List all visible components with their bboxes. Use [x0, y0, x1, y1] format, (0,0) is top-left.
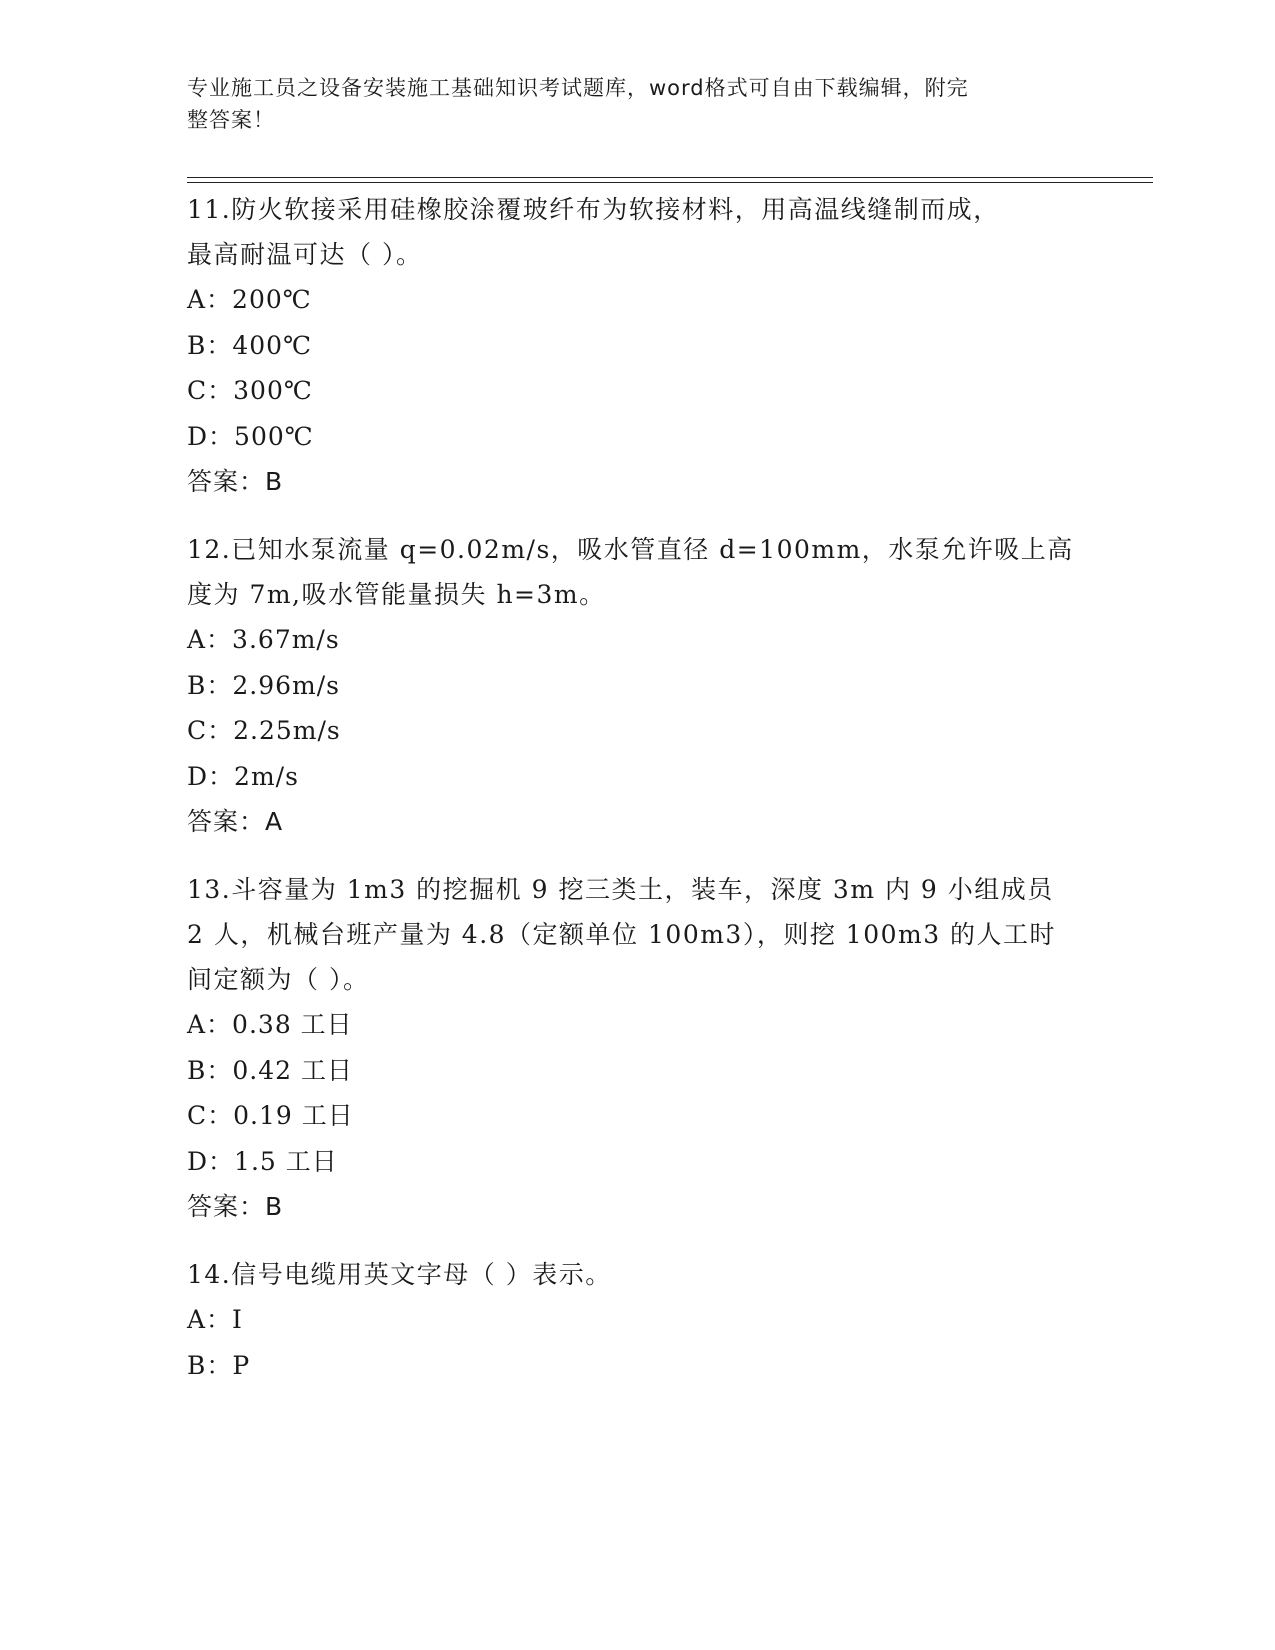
question-text-line: 11.防火软接采用硅橡胶涂覆玻纤布为软接材料，用高温线缝制而成， — [187, 195, 1000, 224]
header-line-2: 整答案！ — [187, 108, 275, 132]
question-text — [187, 1252, 1087, 1297]
question-text-line: 12.已知水泵流量 q=0.02m/s，吸水管直径 d=100mm，水泵允许吸上高 — [187, 535, 1074, 564]
option-c: C：300℃ — [187, 376, 313, 405]
option-b: B：P — [187, 1350, 251, 1380]
question-text-line: 间定额为（ ）。 — [187, 965, 370, 994]
option-c: C：0.19 工日 — [187, 1101, 354, 1130]
question-text-line: 最高耐温可达（ ）。 — [187, 240, 423, 269]
question-12 — [187, 527, 1087, 844]
question-text-line: 14.信号电缆用英文字母（ ）表示。 — [187, 1260, 612, 1289]
option-d: D：2m/s — [187, 761, 299, 791]
option-d: D：1.5 工日 — [187, 1146, 338, 1176]
question-13 — [187, 867, 1087, 1229]
question-11 — [187, 187, 1087, 504]
question-text-line: 2 人，机械台班产量为 4.8（定额单位 100m3），则挖 100m3 的人工时 — [187, 920, 1057, 949]
answer: 答案：B — [187, 1192, 284, 1221]
question-text-line: 度为 7m,吸水管能量损失 h=3m。 — [187, 580, 606, 609]
option-b: B：400℃ — [187, 330, 313, 360]
header-divider-bottom — [187, 182, 1153, 183]
question-text — [187, 867, 1087, 1002]
option-b: B：2.96m/s — [187, 670, 340, 700]
document-header — [187, 72, 1067, 136]
option-d: D：500℃ — [187, 421, 314, 451]
option-c: C：2.25m/s — [187, 716, 341, 745]
option-b: B：0.42 工日 — [187, 1055, 353, 1085]
question-text — [187, 187, 1087, 277]
question-text — [187, 527, 1087, 617]
option-a: A：I — [187, 1305, 243, 1334]
answer: 答案：A — [187, 807, 284, 836]
option-a: A：3.67m/s — [187, 625, 340, 654]
header-line-1: 专业施工员之设备安装施工基础知识考试题库，word格式可自由下载编辑，附完 — [187, 76, 969, 100]
header-divider-top — [187, 177, 1153, 178]
question-14 — [187, 1252, 1087, 1388]
question-text-line: 13.斗容量为 1m3 的挖掘机 9 挖三类土，装车，深度 3m 内 9 小组成员 — [187, 875, 1054, 904]
question-list — [187, 187, 1087, 1411]
option-a: A：0.38 工日 — [187, 1010, 353, 1039]
answer: 答案：B — [187, 467, 284, 496]
option-a: A：200℃ — [187, 285, 312, 314]
